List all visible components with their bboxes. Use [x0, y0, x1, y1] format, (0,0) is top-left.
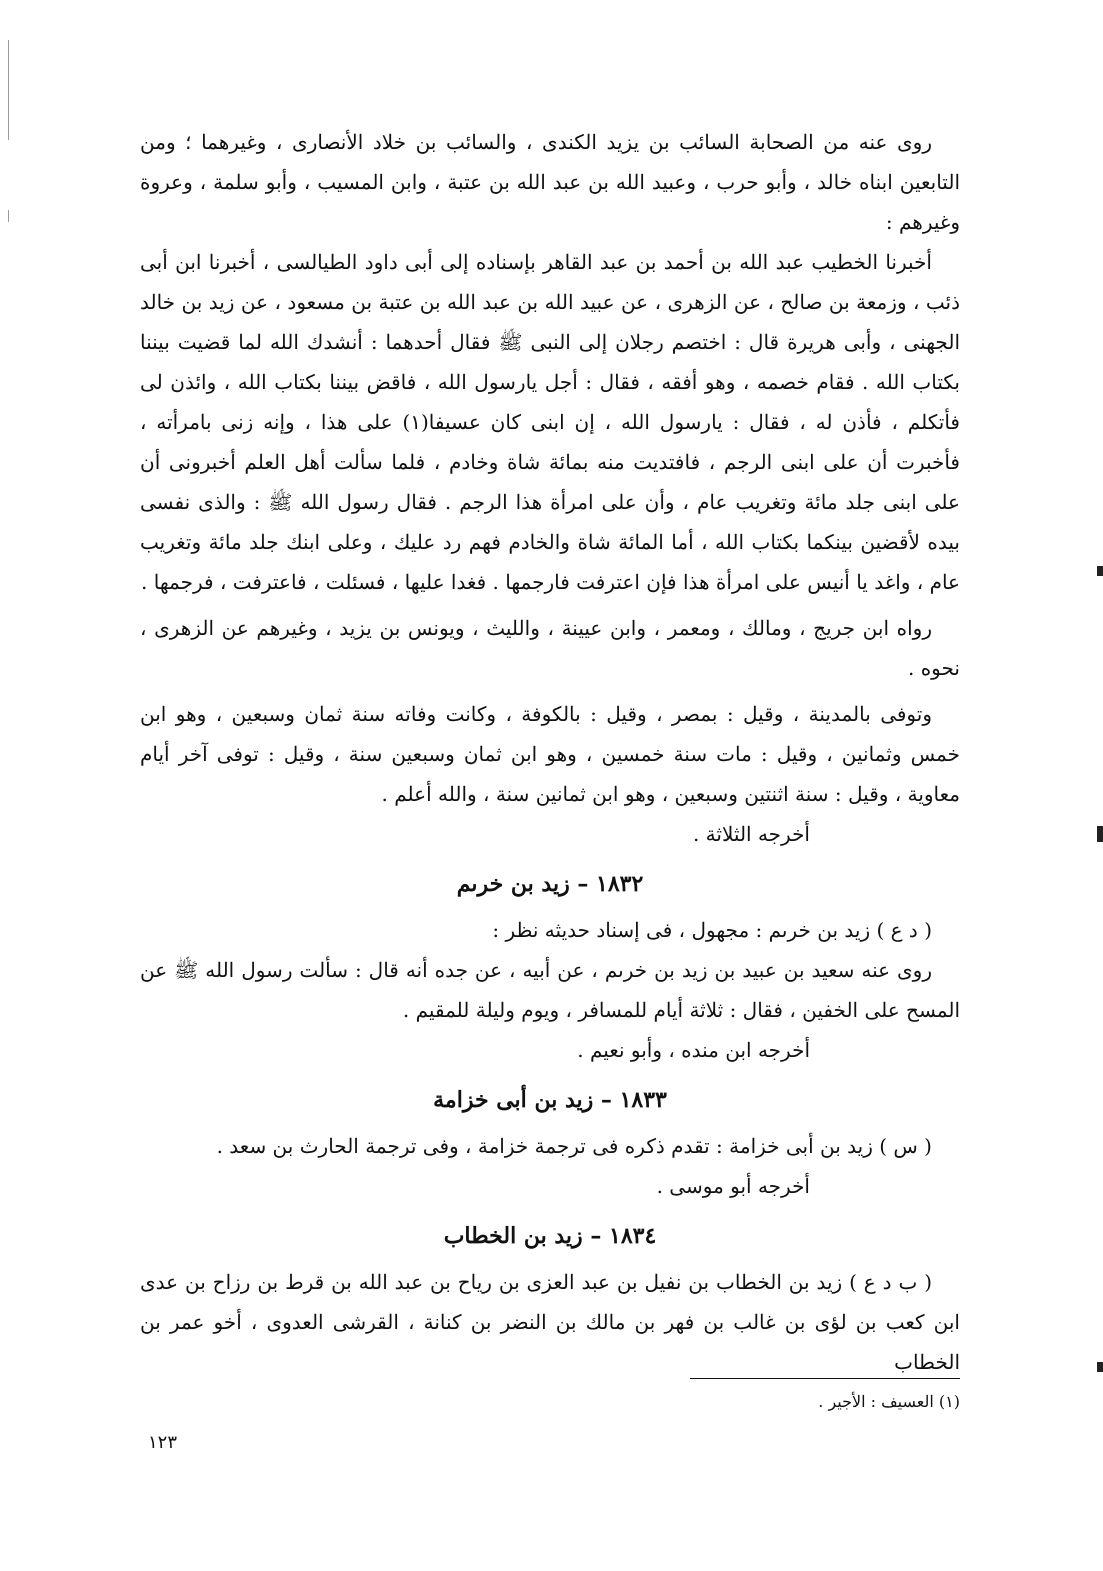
- margin-tick: [8, 210, 9, 222]
- paragraph-death: وتوفى بالمدينة ، وقيل : بمصر ، وقيل : بالكوفة ، وكانت وفاته سنة ثمان وسبعين ، وهو ابن خمس وثمانين ، وقيل : مات سنة خمسين ، وهو ابن ثمان وسبعين سنة ، وقيل : توفى آخر أيام معاوية ، وقيل : سنة اثنتين وسبعين ، وهو ابن ثمانين سنة ، والله أعلم .: [140, 702, 960, 806]
- paragraph-hadith: أخبرنا الخطيب عبد الله بن أحمد بن عبد القاهر بإسناده إلى أبى داود الطيالسى ، أخبرنا ابن أبى ذئب ، وزمعة بن صالح ، عن الزهرى ، عن عبيد الله بن عبد الله بن عتبة بن مسعود ، عن زيد بن خالد الجهنى ، وأبى هريرة قال : اختصم رجلان إلى النبى ﷺ فقال أحدهما : أنشدك الله لما قضيت بيننا بكتاب الله . فقام خصمه ، وهو أفقه ، فقال : أجل يارسول الله ، فاقض بيننا بكتاب الله ، وائذن لى فأتكلم ، فأذن له ، فقال : يارسول الله ، إن ابنى كان عسيفا(١) على هذا ، وإنه زنى بامرأته ، فأخبرت أن على ابنى الرجم ، فافتديت منه بمائة شاة وخادم ، فلما سألت أهل العلم أخبرونى أن على ابنى جلد مائة وتغريب عام ، وأن على امرأة هذا الرجم . فقال رسول الله ﷺ : والذى نفسى بيده لأقضين بينكما بكتاب الله ، أما المائة شاة والخادم فهم رد عليك ، وعلى ابنك جلد مائة وتغريب عام ، واغد يا أنيس على امرأة هذا فإن اعترفت فارجمها . فغدا عليها ، فسئلت ، فاعترفت ، فرجمها .: [140, 250, 960, 594]
- entry-1833-source: أخرجه أبو موسى .: [656, 1174, 810, 1198]
- scan-edge-mark: [1097, 566, 1103, 576]
- paragraph-narrators: روى عنه من الصحابة السائب بن يزيد الكندى ، والسائب بن خلاد الأنصارى ، وغيرهما ؛ ومن التابعين ابناه خالد ، وأبو حرب ، وعبيد الله بن عبد الله بن عتبة ، وابن المسيب ، وأبو سلمة ، وعروة وغيرهم :: [140, 130, 960, 234]
- entry-heading-1833: ١٨٣٣ – زيد بن أبى خزامة: [433, 1087, 667, 1113]
- main-text: [140, 122, 960, 1382]
- page-number: ١٢٣: [148, 1432, 178, 1453]
- entry-1834-intro: ( ب د ع ) زيد بن الخطاب بن نفيل بن عبد العزى بن رياح بن عبد الله بن قرط بن رزاح بن عدى ابن كعب بن لؤى بن غالب بن فهر بن مالك بن النضر بن كنانة ، القرشى العدوى ، أخو عمر بن الخطاب: [140, 1270, 960, 1374]
- footnote-separator: [690, 1378, 960, 1379]
- footnote: (١) العسيف : الأجير .: [818, 1392, 960, 1411]
- scan-edge-mark: [1097, 826, 1103, 842]
- paragraph-transmission: رواه ابن جريج ، ومالك ، ومعمر ، وابن عيينة ، والليث ، ويونس بن يزيد ، وغيرهم عن الزهرى ، نحوه .: [140, 616, 960, 680]
- source-note: أخرجه الثلاثة .: [692, 822, 810, 846]
- scan-edge-mark: [1097, 1362, 1103, 1372]
- entry-1832-body: روى عنه سعيد بن عبيد بن زيد بن خرىم ، عن أبيه ، عن جده أنه قال : سألت رسول الله ﷺ عن المسح على الخفين ، فقال : ثلاثة أيام للمسافر ، ويوم وليلة للمقيم .: [140, 958, 960, 1022]
- entry-heading-1834: ١٨٣٤ – زيد بن الخطاب: [443, 1223, 657, 1249]
- entry-1832-intro: ( د ع ) زيد بن خرىم : مجهول ، فى إسناد حديثه نظر :: [492, 918, 932, 942]
- margin-rule: [8, 40, 9, 140]
- entry-heading-1832: ١٨٣٢ – زيد بن خرىم: [456, 871, 644, 897]
- entry-1832-source: أخرجه ابن منده ، وأبو نعيم .: [577, 1038, 810, 1062]
- entry-1833-intro: ( س ) زيد بن أبى خزامة : تقدم ذكره فى ترجمة خزامة ، وفى ترجمة الحارث بن سعد .: [216, 1134, 932, 1158]
